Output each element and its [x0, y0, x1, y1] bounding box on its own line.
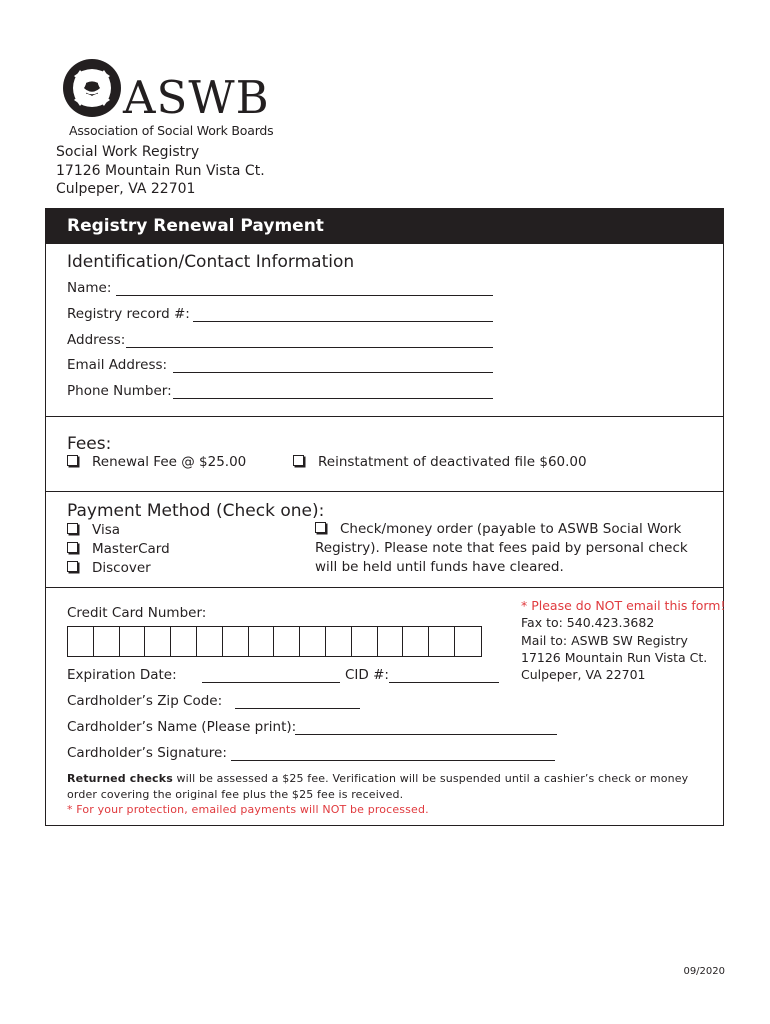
- logo-wordmark: ASWB: [123, 71, 270, 124]
- fees-heading: Fees:: [67, 434, 112, 454]
- discover-label: Discover: [92, 560, 151, 576]
- payment-method-heading: Payment Method (Check one):: [67, 501, 325, 521]
- cc-digit-cell[interactable]: [326, 627, 352, 656]
- checkbox-icon[interactable]: [67, 455, 78, 466]
- payment-form: [45, 208, 724, 826]
- returned-checks-text: will be assessed a $25 fee. Verification will be suspended until a cashier’s check or money order covering the original fee plus the $25 fee is received.: [67, 772, 689, 801]
- check-money-order-option[interactable]: [315, 520, 700, 577]
- phone-label: Phone Number:: [67, 383, 172, 399]
- cc-number-grid[interactable]: [67, 626, 482, 657]
- address-line-2: 17126 Mountain Run Vista Ct.: [56, 163, 265, 179]
- cc-digit-cell[interactable]: [171, 627, 197, 656]
- protection-warning: * For your protection, emailed payments will NOT be processed.: [67, 803, 429, 816]
- phone-field[interactable]: [173, 398, 493, 399]
- cc-digit-cell[interactable]: [455, 627, 481, 656]
- cc-digit-cell[interactable]: [249, 627, 275, 656]
- no-email-warning: * Please do NOT email this form!: [521, 598, 726, 613]
- address-label: Address:: [67, 332, 126, 348]
- visa-label: Visa: [92, 522, 120, 538]
- checkbox-icon[interactable]: [67, 561, 78, 572]
- aswb-logo-mark-icon: [60, 56, 124, 120]
- mastercard-label: MasterCard: [92, 541, 170, 557]
- mail-line-2: 17126 Mountain Run Vista Ct.: [521, 650, 708, 665]
- form-revision-date: 09/2020: [683, 966, 725, 977]
- registry-record-field[interactable]: [193, 321, 493, 322]
- returned-checks-bold: Returned checks: [67, 772, 173, 785]
- checkbox-icon[interactable]: [293, 455, 304, 466]
- cc-digit-cell[interactable]: [68, 627, 94, 656]
- cc-digit-cell[interactable]: [352, 627, 378, 656]
- form-title: Registry Renewal Payment: [67, 216, 324, 236]
- cc-digit-cell[interactable]: [429, 627, 455, 656]
- section-divider: [46, 416, 723, 417]
- name-label: Name:: [67, 280, 112, 296]
- section-divider: [46, 587, 723, 588]
- renewal-fee-label: Renewal Fee @ $25.00: [92, 454, 247, 470]
- logo-subtitle: Association of Social Work Boards: [69, 123, 274, 138]
- address-line-1: Social Work Registry: [56, 144, 200, 160]
- address-line-3: Culpeper, VA 22701: [56, 181, 196, 197]
- address-field[interactable]: [126, 347, 493, 348]
- visa-option[interactable]: [67, 522, 120, 538]
- email-field[interactable]: [173, 372, 493, 373]
- signature-field[interactable]: [231, 760, 555, 761]
- checkbox-icon[interactable]: [67, 542, 78, 553]
- identification-heading: Identification/Contact Information: [67, 252, 355, 272]
- checkbox-icon[interactable]: [315, 522, 326, 533]
- cc-digit-cell[interactable]: [378, 627, 404, 656]
- reinstatement-fee-label: Reinstatment of deactivated file $60.00: [318, 454, 587, 470]
- mail-line-3: Culpeper, VA 22701: [521, 667, 646, 682]
- renewal-fee-option[interactable]: [67, 454, 246, 470]
- cc-number-label: Credit Card Number:: [67, 605, 207, 621]
- cc-digit-cell[interactable]: [94, 627, 120, 656]
- email-label: Email Address:: [67, 357, 168, 373]
- cc-digit-cell[interactable]: [223, 627, 249, 656]
- checkbox-icon[interactable]: [67, 523, 78, 534]
- fax-info: Fax to: 540.423.3682: [521, 615, 655, 630]
- section-divider: [46, 491, 723, 492]
- reinstatement-fee-option[interactable]: [293, 454, 587, 470]
- cc-digit-cell[interactable]: [274, 627, 300, 656]
- check-money-order-label: Check/money order (payable to ASWB Social Work Registry). Please note that fees paid by personal check will be held until funds have cleared.: [315, 521, 688, 575]
- cardholder-name-field[interactable]: [295, 734, 557, 735]
- mail-line-1: Mail to: ASWB SW Registry: [521, 633, 688, 648]
- expiration-field[interactable]: [202, 682, 340, 683]
- mastercard-option[interactable]: [67, 541, 170, 557]
- cc-digit-cell[interactable]: [403, 627, 429, 656]
- cc-digit-cell[interactable]: [145, 627, 171, 656]
- expiration-label: Expiration Date:: [67, 667, 177, 683]
- signature-label: Cardholder’s Signature:: [67, 745, 227, 761]
- returned-checks-note: [67, 771, 707, 802]
- cid-field[interactable]: [389, 682, 499, 683]
- cc-digit-cell[interactable]: [300, 627, 326, 656]
- cid-label: CID #:: [345, 667, 389, 683]
- cc-digit-cell[interactable]: [197, 627, 223, 656]
- discover-option[interactable]: [67, 560, 151, 576]
- cc-digit-cell[interactable]: [120, 627, 146, 656]
- form-header-bar: [46, 209, 723, 244]
- registry-record-label: Registry record #:: [67, 306, 190, 322]
- cardholder-name-label: Cardholder’s Name (Please print):: [67, 719, 297, 735]
- zip-label: Cardholder’s Zip Code:: [67, 693, 223, 709]
- zip-field[interactable]: [235, 708, 360, 709]
- name-field[interactable]: [116, 295, 493, 296]
